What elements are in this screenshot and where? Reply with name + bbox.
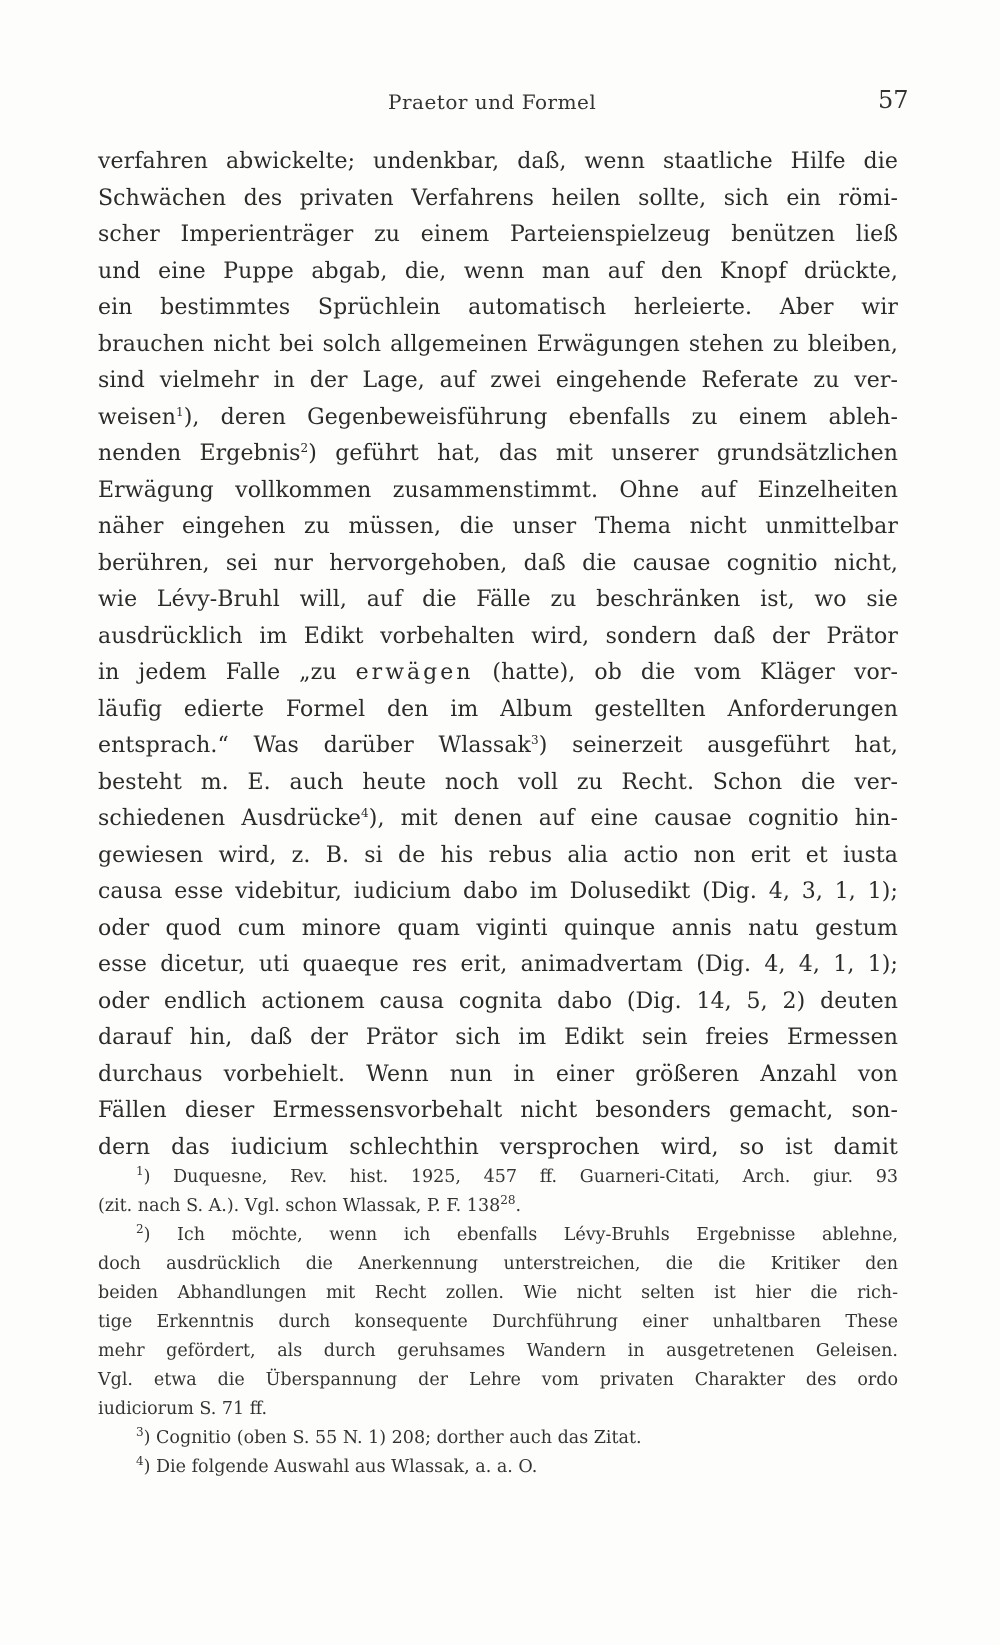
footnote-text: ) Die folgende Auswahl aus Wlassak, a. a. O.: [143, 1457, 538, 1477]
text-fragment: (hatte), ob die vom Kläger vor-: [492, 660, 898, 685]
text-line: durchaus vorbehielt. Wenn nun in einer größeren Anzahl von: [98, 1061, 898, 1087]
body-text: [98, 144, 898, 1166]
footnote-ref: 4: [361, 806, 369, 820]
text-line: Fällen dieser Ermessensvorbehalt nicht besonders gemacht, son-: [98, 1098, 898, 1123]
text-line: sind vielmehr in der Lage, auf zwei eingehende Referate zu ver-: [98, 368, 898, 393]
text-line: ein bestimmtes Sprüchlein automatisch herleierte. Aber wir: [98, 295, 898, 320]
text-fragment: ), deren Gegenbeweisführung ebenfalls zu einem ableh-: [183, 404, 898, 430]
running-title: Praetor und Formel: [388, 90, 597, 114]
text-line: und eine Puppe abgab, die, wenn man auf den Knopf drückte,: [98, 258, 898, 284]
page-number: 57: [878, 86, 909, 114]
footnote-2-cont: iudiciorum S. 71 ff.: [98, 1399, 268, 1419]
footnote-2-cont: Vgl. etwa die Überspannung der Lehre vom privaten Charakter des ordo: [98, 1370, 898, 1390]
footnote-mark: 1: [136, 1164, 144, 1178]
emphasized-word: erwägen: [355, 660, 474, 685]
footnote-1: [98, 1163, 898, 1192]
text-fragment: ) geführt hat, das mit unserer grundsätzlichen: [308, 441, 898, 466]
footnote-2-cont: doch ausdrücklich die Anerkennung unterstreichen, die die Kritiker den: [98, 1254, 898, 1274]
footnote-3: [98, 1424, 898, 1453]
text-line: oder quod cum minore quam viginti quinque annis natu gestum: [98, 915, 898, 941]
text-line: [98, 655, 898, 692]
text-fragment: ), mit denen auf eine causae cognitio hin-: [368, 806, 898, 831]
text-line: Erwägung vollkommen zusammenstimmt. Ohne auf Einzelheiten: [98, 477, 898, 503]
text-line: dern das iudicium schlechthin versprochen wird, so ist damit: [98, 1134, 898, 1160]
text-line: [98, 436, 898, 473]
footnote-ref: 1: [175, 404, 184, 419]
text-line: gewiesen wird, z. B. si de his rebus alia actio non erit et iusta: [98, 842, 898, 868]
text-line: Schwächen des privaten Verfahrens heilen sollte, sich ein römi-: [98, 185, 898, 211]
text-line: verfahren abwickelte; undenkbar, daß, wenn staatliche Hilfe die: [98, 149, 898, 174]
text-line: causa esse videbitur, iudicium dabo im Dolusedikt (Dig. 4, 3, 1, 1);: [98, 879, 898, 904]
footnote-4: [98, 1453, 898, 1482]
text-fragment: entsprach.“ Was darüber Wlassak: [98, 733, 531, 758]
footnote-2: [98, 1221, 898, 1250]
text-line: wie Lévy-Bruhl will, auf die Fälle zu beschränken ist, wo sie: [98, 587, 898, 612]
page-header: [0, 86, 1000, 126]
text-fragment: weisen: [98, 404, 176, 430]
text-fragment: ) seinerzeit ausgeführt hat,: [538, 733, 898, 758]
footnotes: [98, 1163, 898, 1482]
text-line: esse dicetur, uti quaeque res erit, animadvertam (Dig. 4, 4, 1, 1);: [98, 952, 898, 977]
text-fragment: in jedem Falle „zu: [98, 660, 337, 685]
footnote-text: ) Ich möchte, wenn ich ebenfalls Lévy-Bruhls Ergebnisse ablehne,: [143, 1225, 898, 1245]
text-line: berühren, sei nur hervorgehoben, daß die causae cognitio nicht,: [98, 550, 898, 576]
text-line: darauf hin, daß der Prätor sich im Edikt sein freies Ermessen: [98, 1025, 898, 1050]
footnote-mark: 2: [136, 1222, 144, 1236]
footnote-2-cont: tige Erkenntnis durch konsequente Durchführung einer unhaltbaren These: [98, 1312, 898, 1332]
footnote-superscript: 28: [500, 1193, 516, 1207]
text-line: läufig edierte Formel den im Album gestellten Anforderungen: [98, 696, 898, 722]
footnote-ref: 2: [300, 441, 309, 455]
text-fragment: schiedenen Ausdrücke: [98, 806, 362, 831]
footnote-2-cont: mehr gefördert, als durch geruhsames Wandern in ausgetretenen Geleisen.: [98, 1341, 898, 1361]
footnote-ref: 3: [530, 733, 539, 747]
text-line: [98, 400, 898, 437]
text-line: brauchen nicht bei solch allgemeinen Erwägungen stehen zu bleiben,: [98, 331, 898, 357]
text-line: [98, 801, 898, 838]
footnote-text: ) Duquesne, Rev. hist. 1925, 457 ff. Guarneri-Citati, Arch. giur. 93: [143, 1167, 898, 1187]
footnote-mark: 3: [136, 1425, 144, 1439]
footnote-mark: 4: [136, 1454, 144, 1468]
text-line: oder endlich actionem causa cognita dabo (Dig. 14, 5, 2) deuten: [98, 988, 898, 1014]
text-fragment: nenden Ergebnis: [98, 441, 301, 466]
footnote-text: ) Cognitio (oben S. 55 N. 1) 208; dorther auch das Zitat.: [143, 1428, 642, 1448]
footnote-text: .: [515, 1196, 522, 1216]
text-line: scher Imperienträger zu einem Parteienspielzeug benützen ließ: [98, 222, 898, 247]
footnote-2-cont: beiden Abhandlungen mit Recht zollen. Wie nicht selten ist hier die rich-: [98, 1283, 898, 1303]
text-line: ausdrücklich im Edikt vorbehalten wird, sondern daß der Prätor: [98, 623, 898, 649]
footnote-1-cont: [98, 1192, 898, 1221]
text-line: näher eingehen zu müssen, die unser Thema nicht unmittelbar: [98, 514, 898, 539]
text-line: [98, 728, 898, 765]
footnote-text: (zit. nach S. A.). Vgl. schon Wlassak, P. F. 138: [98, 1196, 501, 1216]
text-line: besteht m. E. auch heute noch voll zu Recht. Schon die ver-: [98, 769, 898, 795]
